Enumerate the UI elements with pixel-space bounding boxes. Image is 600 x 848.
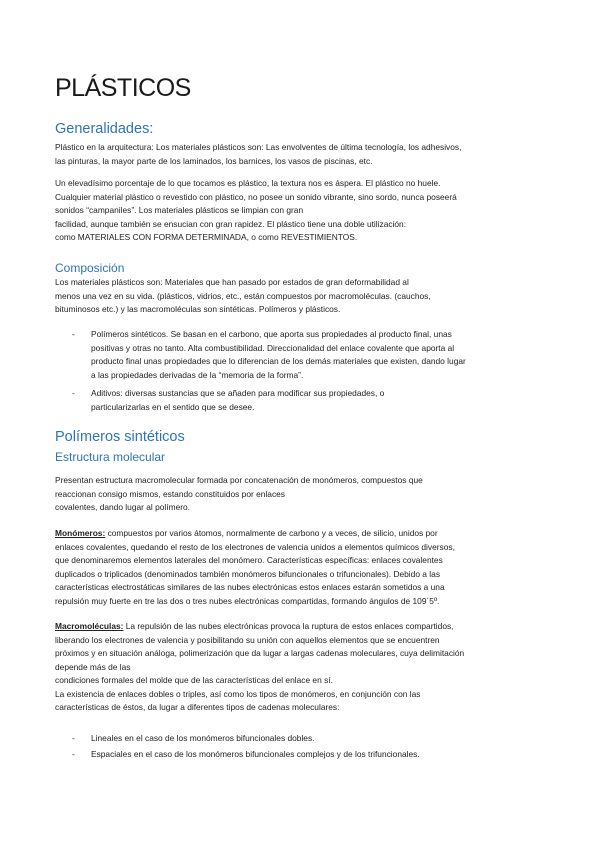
text-line [55, 527, 555, 541]
text-line: La existencia de enlaces dobles o triples, así como los tipos de monómeros, en conjunción con las [55, 688, 421, 699]
text-line: como MATERIALES CON FORMA DETERMINADA, o como REVESTIMIENTOS. [55, 232, 358, 242]
text-line: Presentan estructura macromolecular formada por concatenación de monómeros, compuestos que [55, 475, 423, 485]
text-line: positivas y otras no tanto. Alta combustibilidad. Direccionalidad del enlace covalente que aporta al [91, 342, 455, 353]
text-fragment: La repulsión de las nubes electrónicas provoca la ruptura de estos enlaces compartidos, [123, 621, 454, 631]
text-line: bituminosos etc.) y las macromoléculas son sintéticas. Polímeros y plásticos. [55, 304, 341, 314]
text-line: depende más de las [55, 661, 131, 672]
text-line: duplicados o triplicados (denominados también monómeros bifuncionales o trifuncionales). Debido a las [55, 568, 441, 579]
text-line: Plástico en la arquitectura: Los materiales plásticos son: Las envolventes de última tecnología, los adhesivos, [55, 142, 462, 152]
bullet-dash: - [72, 749, 75, 759]
list-item [72, 748, 552, 762]
text-line: Los materiales plásticos son: Materiales que han pasado por estados de gran deformabilidad al [55, 277, 409, 287]
page-title: PLÁSTICOS [55, 74, 191, 102]
text-line: particularizarlas en el sentido que se desee. [91, 401, 255, 412]
term-macromoleculas: Macromoléculas: [55, 621, 124, 631]
text-line: menos una vez en su vida. (plásticos, vidrios, etc., están compuestos por macromoléculas. (cauchos, [55, 290, 431, 301]
text-line [55, 620, 555, 634]
list-item [72, 387, 552, 415]
heading-polimeros-sinteticos: Polímeros sintéticos [55, 429, 185, 445]
text-line: producto final unas propiedades que lo diferencian de los demás materiales que existen, dando lugar [91, 356, 466, 366]
text-fragment: compuestos por varios átomos, normalmente de carbono y a veces, de silicio, unidos por [105, 528, 438, 538]
paragraph-monomeros [55, 527, 555, 608]
paragraph-generalidades-1 [55, 141, 555, 168]
list-item [72, 732, 552, 746]
text-line: las pinturas, la mayor parte de los laminados, los barnices, los vasos de piscinas, etc. [55, 155, 373, 166]
text-line: covalentes, dando lugar al polímero. [55, 502, 191, 512]
heading-estructura-molecular: Estructura molecular [55, 450, 166, 464]
paragraph-estructura [55, 474, 555, 515]
text-line: características de éstos, da lugar a diferentes tipos de cadenas moleculares: [55, 702, 340, 712]
list-item-text [91, 748, 420, 762]
text-line: próximos y en situación análoga, polimerización que da lugar a largas cadenas moleculares, cuya delimitación [55, 648, 465, 658]
list-item-text [91, 732, 314, 746]
bullet-dash: - [72, 329, 75, 339]
term-monomeros: Monómeros: [55, 528, 106, 538]
text-line: Espaciales en el caso de los monómeros bifuncionales complejos y de los trifuncionales. [91, 749, 420, 759]
list-item-text [91, 328, 466, 382]
bullet-dash: - [72, 388, 75, 398]
text-line: características electrostáticas similares de las nubes electrónicas estos enlaces estarán sometidos a una [55, 582, 445, 592]
text-line: reaccionan consigo mismos, estando constituidos por enlaces [55, 488, 285, 499]
text-line: que denominaremos elementos laterales del monómero. Características específicas: enlaces covalentes [55, 555, 443, 565]
list-item-text [91, 387, 384, 414]
paragraph-generalidades-2 [55, 177, 555, 245]
text-line: Un elevadísimo porcentaje de lo que tocamos es plástico, la textura nos es áspera. El plástico no huele. [55, 178, 441, 188]
text-line: condiciones formales del molde que de las características del enlace en sí. [55, 675, 333, 685]
paragraph-macromoleculas [55, 620, 555, 715]
text-line: repulsión muy fuerte en tre las dos o tres nubes electrónicas compartidas, formando ángulos de 109´5º. [55, 595, 440, 606]
text-line: Lineales en el caso de los monómeros bifuncionales dobles. [91, 733, 315, 743]
text-line: Cualquier material plástico o revestido con plástico, no posee un sonido vibrante, sino sordo, nunca poseerá [55, 191, 457, 202]
text-line: a las propiedades derivadas de la “memoria de la forma”. [91, 369, 304, 380]
heading-composicion: Composición [55, 261, 125, 275]
text-line: sonidos “campaniles”. Los materiales plásticos se limpian con gran [55, 205, 304, 215]
heading-generalidades: Generalidades: [55, 121, 154, 137]
bullet-dash: - [72, 733, 75, 743]
text-line: liberando los electrones de valencia y posibilitando su unión con aquellos elementos que se encuentren [55, 634, 440, 645]
paragraph-composicion [55, 276, 555, 317]
text-line: Aditivos: diversas sustancias que se añaden para modificar sus propiedades, o [91, 388, 385, 398]
text-line: facilidad, aunque también se ensucian con gran rapidez. El plástico tiene una doble utilización: [55, 218, 407, 229]
text-line: enlaces covalentes, quedando el resto de los electrones de valencia unidos a elementos químicos diversos, [55, 541, 455, 552]
list-item [72, 328, 552, 384]
text-line: Polímeros sintéticos. Se basan en el carbono, que aporta sus propiedades al producto final, unas [91, 329, 452, 339]
